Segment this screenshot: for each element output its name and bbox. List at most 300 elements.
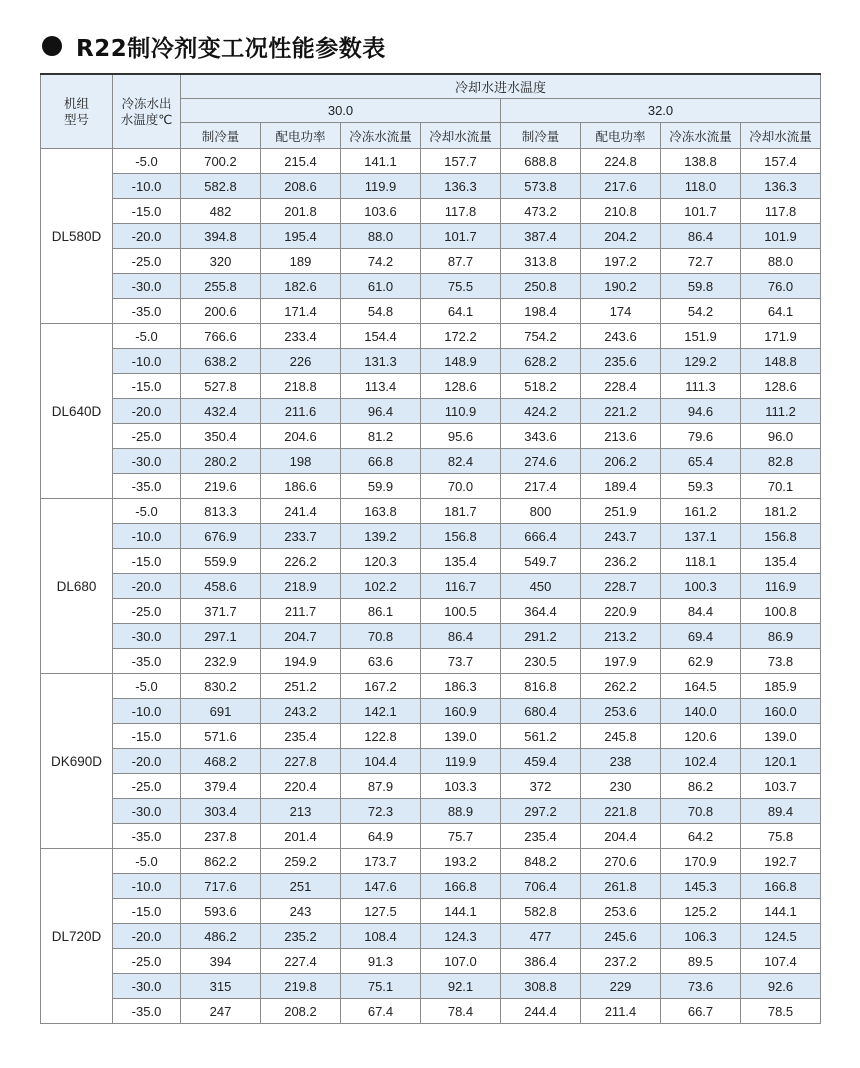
temp-cell: -35.0 [113,649,181,674]
table-row [41,524,821,549]
value-cell: 235.4 [501,824,581,849]
value-cell: 136.3 [421,174,501,199]
table-row [41,549,821,574]
table-row [41,449,821,474]
value-cell: 106.3 [661,924,741,949]
value-cell: 582.8 [181,174,261,199]
temp-cell: -20.0 [113,924,181,949]
model-cell: DK690D [41,674,113,849]
value-cell: 75.8 [741,824,821,849]
value-cell: 224.8 [581,149,661,174]
temp-cell: -15.0 [113,199,181,224]
value-cell: 450 [501,574,581,599]
value-cell: 233.7 [261,524,341,549]
value-cell: 102.4 [661,749,741,774]
value-cell: 160.9 [421,699,501,724]
value-cell: 122.8 [341,724,421,749]
value-cell: 204.4 [581,824,661,849]
table-row [41,874,821,899]
temp-cell: -10.0 [113,699,181,724]
table-row [41,999,821,1024]
value-cell: 101.9 [741,224,821,249]
temp-cell: -15.0 [113,899,181,924]
value-cell: 173.7 [341,849,421,874]
value-cell: 848.2 [501,849,581,874]
value-cell: 147.6 [341,874,421,899]
table-row [41,274,821,299]
temp-cell: -30.0 [113,624,181,649]
temp-cell: -10.0 [113,524,181,549]
table-row [41,249,821,274]
value-cell: 113.4 [341,374,421,399]
value-cell: 230.5 [501,649,581,674]
value-cell: 61.0 [341,274,421,299]
value-cell: 830.2 [181,674,261,699]
value-cell: 95.6 [421,424,501,449]
value-cell: 88.0 [741,249,821,274]
value-cell: 432.4 [181,399,261,424]
table-row [41,149,821,174]
value-cell: 190.2 [581,274,661,299]
table-row [41,199,821,224]
value-cell: 167.2 [341,674,421,699]
table-row [41,599,821,624]
value-cell: 66.8 [341,449,421,474]
value-cell: 477 [501,924,581,949]
value-cell: 128.6 [741,374,821,399]
value-cell: 89.4 [741,799,821,824]
value-cell: 88.0 [341,224,421,249]
value-cell: 92.6 [741,974,821,999]
table-row [41,574,821,599]
value-cell: 364.4 [501,599,581,624]
value-cell: 706.4 [501,874,581,899]
temp-cell: -35.0 [113,824,181,849]
value-cell: 102.2 [341,574,421,599]
temp-cell: -10.0 [113,174,181,199]
value-cell: 343.6 [501,424,581,449]
temp-cell: -30.0 [113,449,181,474]
value-cell: 424.2 [501,399,581,424]
value-cell: 103.6 [341,199,421,224]
value-cell: 280.2 [181,449,261,474]
value-cell: 64.2 [661,824,741,849]
value-cell: 64.1 [421,299,501,324]
value-cell: 64.9 [341,824,421,849]
value-cell: 201.4 [261,824,341,849]
value-cell: 192.7 [741,849,821,874]
value-cell: 81.2 [341,424,421,449]
value-cell: 211.7 [261,599,341,624]
header-col-chilled-flow: 冷冻水流量 [341,123,421,149]
value-cell: 89.5 [661,949,741,974]
value-cell: 142.1 [341,699,421,724]
performance-table [40,73,821,1024]
value-cell: 297.1 [181,624,261,649]
value-cell: 245.8 [581,724,661,749]
value-cell: 666.4 [501,524,581,549]
table-body [41,149,821,1024]
value-cell: 79.6 [661,424,741,449]
value-cell: 94.6 [661,399,741,424]
value-cell: 117.8 [741,199,821,224]
value-cell: 186.3 [421,674,501,699]
temp-cell: -25.0 [113,249,181,274]
header-col-power: 配电功率 [261,123,341,149]
value-cell: 144.1 [421,899,501,924]
temp-cell: -25.0 [113,949,181,974]
value-cell: 54.8 [341,299,421,324]
value-cell: 100.8 [741,599,821,624]
temp-cell: -25.0 [113,424,181,449]
value-cell: 96.0 [741,424,821,449]
header-group-32: 32.0 [501,99,821,123]
value-cell: 116.7 [421,574,501,599]
value-cell: 117.8 [421,199,501,224]
value-cell: 251.9 [581,499,661,524]
value-cell: 571.6 [181,724,261,749]
value-cell: 124.3 [421,924,501,949]
value-cell: 108.4 [341,924,421,949]
value-cell: 82.8 [741,449,821,474]
table-row [41,224,821,249]
value-cell: 156.8 [421,524,501,549]
table-row [41,674,821,699]
value-cell: 73.8 [741,649,821,674]
value-cell: 119.9 [421,749,501,774]
value-cell: 486.2 [181,924,261,949]
value-cell: 700.2 [181,149,261,174]
page-title: R22制冷剂变工况性能参数表 [76,35,386,62]
value-cell: 227.8 [261,749,341,774]
value-cell: 259.2 [261,849,341,874]
value-cell: 247 [181,999,261,1024]
value-cell: 274.6 [501,449,581,474]
value-cell: 371.7 [181,599,261,624]
table-row [41,949,821,974]
temp-cell: -35.0 [113,299,181,324]
value-cell: 107.0 [421,949,501,974]
value-cell: 104.4 [341,749,421,774]
value-cell: 111.2 [741,399,821,424]
value-cell: 103.3 [421,774,501,799]
value-cell: 87.9 [341,774,421,799]
value-cell: 291.2 [501,624,581,649]
value-cell: 100.3 [661,574,741,599]
value-cell: 86.9 [741,624,821,649]
temp-cell: -5.0 [113,324,181,349]
value-cell: 69.4 [661,624,741,649]
value-cell: 171.4 [261,299,341,324]
value-cell: 208.2 [261,999,341,1024]
value-cell: 163.8 [341,499,421,524]
header-model-label-text: 机组 型号 [63,96,89,127]
value-cell: 70.0 [421,474,501,499]
value-cell: 262.2 [581,674,661,699]
table-row [41,749,821,774]
value-cell: 243 [261,899,341,924]
value-cell: 92.1 [421,974,501,999]
value-cell: 270.6 [581,849,661,874]
temp-cell: -30.0 [113,274,181,299]
temp-cell: -20.0 [113,749,181,774]
value-cell: 676.9 [181,524,261,549]
value-cell: 221.8 [581,799,661,824]
value-cell: 62.9 [661,649,741,674]
value-cell: 136.3 [741,174,821,199]
value-cell: 137.1 [661,524,741,549]
value-cell: 171.9 [741,324,821,349]
temp-cell: -5.0 [113,499,181,524]
value-cell: 73.7 [421,649,501,674]
value-cell: 561.2 [501,724,581,749]
value-cell: 253.6 [581,699,661,724]
value-cell: 166.8 [741,874,821,899]
value-cell: 217.6 [581,174,661,199]
header-cooling-water-temp: 冷却水进水温度 [181,74,821,99]
value-cell: 59.3 [661,474,741,499]
table-row [41,474,821,499]
table-row [41,499,821,524]
value-cell: 185.9 [741,674,821,699]
value-cell: 120.6 [661,724,741,749]
value-cell: 127.5 [341,899,421,924]
table-row [41,649,821,674]
value-cell: 251 [261,874,341,899]
value-cell: 204.2 [581,224,661,249]
value-cell: 118.1 [661,549,741,574]
table-row [41,724,821,749]
value-cell: 86.1 [341,599,421,624]
value-cell: 59.8 [661,274,741,299]
value-cell: 227.4 [261,949,341,974]
value-cell: 211.4 [581,999,661,1024]
table-row [41,624,821,649]
temp-cell: -15.0 [113,374,181,399]
value-cell: 862.2 [181,849,261,874]
value-cell: 250.8 [501,274,581,299]
header-col-chilled-flow: 冷冻水流量 [661,123,741,149]
value-cell: 139.0 [421,724,501,749]
table-header [41,74,821,149]
model-cell: DL680 [41,499,113,674]
value-cell: 148.8 [741,349,821,374]
value-cell: 206.2 [581,449,661,474]
value-cell: 111.3 [661,374,741,399]
value-cell: 72.7 [661,249,741,274]
value-cell: 241.4 [261,499,341,524]
value-cell: 194.9 [261,649,341,674]
value-cell: 233.4 [261,324,341,349]
value-cell: 754.2 [501,324,581,349]
value-cell: 84.4 [661,599,741,624]
value-cell: 172.2 [421,324,501,349]
value-cell: 193.2 [421,849,501,874]
value-cell: 64.1 [741,299,821,324]
value-cell: 243.6 [581,324,661,349]
value-cell: 251.2 [261,674,341,699]
value-cell: 101.7 [421,224,501,249]
value-cell: 157.4 [741,149,821,174]
value-cell: 76.0 [741,274,821,299]
temp-cell: -30.0 [113,799,181,824]
value-cell: 236.2 [581,549,661,574]
value-cell: 144.1 [741,899,821,924]
value-cell: 394 [181,949,261,974]
value-cell: 255.8 [181,274,261,299]
table-row [41,424,821,449]
table-row [41,774,821,799]
header-temp-label [113,74,181,149]
value-cell: 215.4 [261,149,341,174]
temp-cell: -20.0 [113,224,181,249]
value-cell: 213.2 [581,624,661,649]
temp-cell: -25.0 [113,774,181,799]
value-cell: 628.2 [501,349,581,374]
value-cell: 116.9 [741,574,821,599]
value-cell: 70.8 [661,799,741,824]
value-cell: 91.3 [341,949,421,974]
value-cell: 72.3 [341,799,421,824]
value-cell: 139.2 [341,524,421,549]
value-cell: 219.6 [181,474,261,499]
value-cell: 200.6 [181,299,261,324]
table-row [41,824,821,849]
temp-cell: -35.0 [113,999,181,1024]
temp-cell: -15.0 [113,724,181,749]
value-cell: 164.5 [661,674,741,699]
header-temp-label-text: 冷冻水出 水温度℃ [120,96,173,127]
value-cell: 128.6 [421,374,501,399]
value-cell: 549.7 [501,549,581,574]
model-cell: DL720D [41,849,113,1024]
value-cell: 527.8 [181,374,261,399]
value-cell: 228.4 [581,374,661,399]
value-cell: 151.9 [661,324,741,349]
table-row [41,374,821,399]
table-row [41,699,821,724]
value-cell: 394.8 [181,224,261,249]
value-cell: 166.8 [421,874,501,899]
temp-cell: -20.0 [113,574,181,599]
value-cell: 125.2 [661,899,741,924]
temp-cell: -20.0 [113,399,181,424]
value-cell: 315 [181,974,261,999]
value-cell: 82.4 [421,449,501,474]
value-cell: 66.7 [661,999,741,1024]
value-cell: 78.4 [421,999,501,1024]
value-cell: 189.4 [581,474,661,499]
value-cell: 766.6 [181,324,261,349]
header-col-cooling-flow: 冷却水流量 [421,123,501,149]
value-cell: 800 [501,499,581,524]
value-cell: 237.8 [181,824,261,849]
table-row [41,849,821,874]
value-cell: 230 [581,774,661,799]
value-cell: 717.6 [181,874,261,899]
value-cell: 243.2 [261,699,341,724]
value-cell: 237.2 [581,949,661,974]
value-cell: 238 [581,749,661,774]
value-cell: 101.7 [661,199,741,224]
value-cell: 253.6 [581,899,661,924]
header-col-cooling-flow: 冷却水流量 [741,123,821,149]
value-cell: 160.0 [741,699,821,724]
value-cell: 217.4 [501,474,581,499]
value-cell: 303.4 [181,799,261,824]
value-cell: 197.2 [581,249,661,274]
value-cell: 75.5 [421,274,501,299]
value-cell: 195.4 [261,224,341,249]
value-cell: 232.9 [181,649,261,674]
value-cell: 161.2 [661,499,741,524]
value-cell: 156.8 [741,524,821,549]
value-cell: 86.4 [421,624,501,649]
value-cell: 245.6 [581,924,661,949]
value-cell: 100.5 [421,599,501,624]
value-cell: 107.4 [741,949,821,974]
value-cell: 593.6 [181,899,261,924]
value-cell: 379.4 [181,774,261,799]
value-cell: 210.8 [581,199,661,224]
value-cell: 458.6 [181,574,261,599]
temp-cell: -30.0 [113,974,181,999]
table-row [41,324,821,349]
value-cell: 350.4 [181,424,261,449]
value-cell: 387.4 [501,224,581,249]
value-cell: 135.4 [741,549,821,574]
value-cell: 120.1 [741,749,821,774]
value-cell: 518.2 [501,374,581,399]
value-cell: 135.4 [421,549,501,574]
value-cell: 145.3 [661,874,741,899]
table-row [41,174,821,199]
temp-cell: -10.0 [113,874,181,899]
header-col-capacity: 制冷量 [181,123,261,149]
header-group-30: 30.0 [181,99,501,123]
value-cell: 813.3 [181,499,261,524]
table-row [41,899,821,924]
value-cell: 139.0 [741,724,821,749]
value-cell: 218.9 [261,574,341,599]
value-cell: 131.3 [341,349,421,374]
value-cell: 218.8 [261,374,341,399]
value-cell: 582.8 [501,899,581,924]
header-col-capacity: 制冷量 [501,123,581,149]
value-cell: 65.4 [661,449,741,474]
value-cell: 129.2 [661,349,741,374]
value-cell: 386.4 [501,949,581,974]
value-cell: 70.1 [741,474,821,499]
temp-cell: -25.0 [113,599,181,624]
value-cell: 198.4 [501,299,581,324]
value-cell: 204.7 [261,624,341,649]
value-cell: 54.2 [661,299,741,324]
value-cell: 688.8 [501,149,581,174]
value-cell: 459.4 [501,749,581,774]
value-cell: 86.4 [661,224,741,249]
value-cell: 235.4 [261,724,341,749]
value-cell: 372 [501,774,581,799]
value-cell: 198 [261,449,341,474]
value-cell: 229 [581,974,661,999]
temp-cell: -15.0 [113,549,181,574]
value-cell: 170.9 [661,849,741,874]
value-cell: 228.7 [581,574,661,599]
value-cell: 197.9 [581,649,661,674]
table-row [41,974,821,999]
value-cell: 118.0 [661,174,741,199]
